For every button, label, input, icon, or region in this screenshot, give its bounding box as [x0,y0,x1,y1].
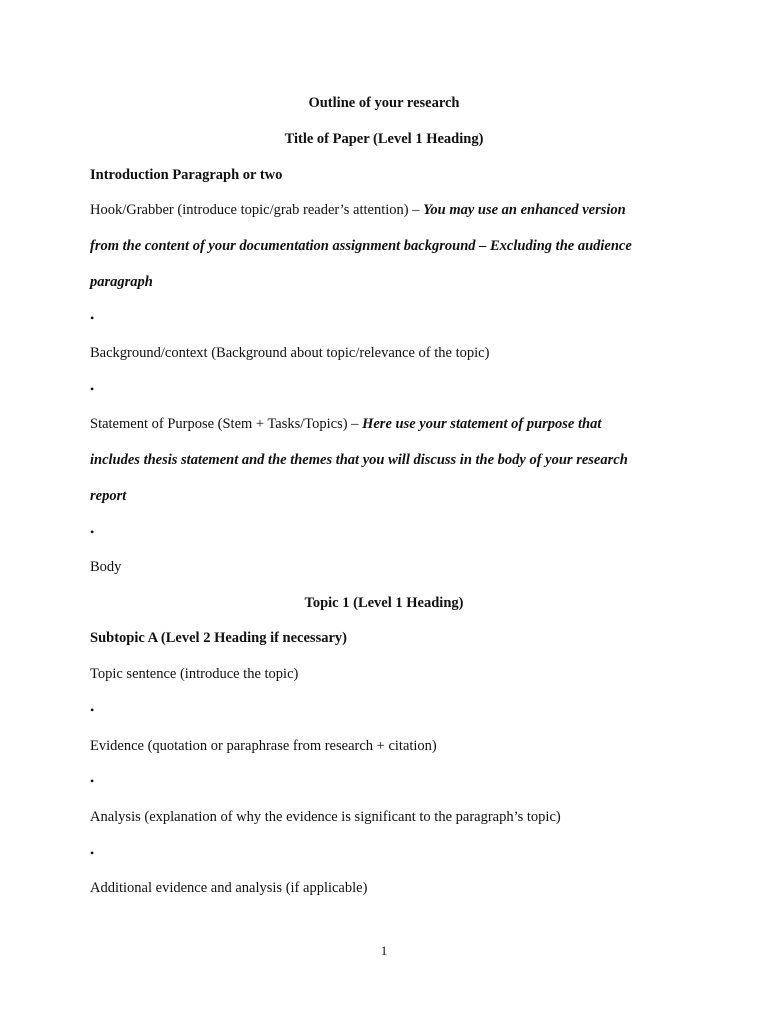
hook-text: Hook/Grabber (introduce topic/grab reader’s attention) – [90,202,424,218]
introduction-heading: Introduction Paragraph or two [90,167,283,183]
outline-title: Outline of your research [308,95,460,111]
analysis-line: Analysis (explanation of why the evidence is significant to the paragraph’s topic) [90,809,561,825]
topic-sentence: Topic sentence (introduce the topic) [90,666,299,682]
background-line: Background/context (Background about topic/relevance of the topic) [90,345,490,361]
hook-emphasis-2: from the content of your documentation assignment background – Excluding the audience [90,238,632,254]
bullet-4: • [90,703,95,717]
paper-title-heading: Title of Paper (Level 1 Heading) [284,131,484,147]
subtopic-heading: Subtopic A (Level 2 Heading if necessary) [90,630,347,646]
topic-heading: Topic 1 (Level 1 Heading) [304,595,464,611]
purpose-emphasis-1: Here use your statement of purpose that [362,416,602,432]
purpose-line [90,415,680,433]
bullet-5: • [90,774,95,788]
hook-emphasis-1: You may use an enhanced version [423,202,626,218]
body-label: Body [90,559,122,575]
bullet-2: • [90,382,95,396]
bullet-6: • [90,846,95,860]
purpose-text: Statement of Purpose (Stem + Tasks/Topics) – [90,416,363,432]
bullet-1: • [90,311,95,325]
additional-evidence-line: Additional evidence and analysis (if applicable) [90,880,368,896]
purpose-emphasis-3: report [90,488,127,504]
hook-line [90,201,680,219]
purpose-emphasis-2: includes thesis statement and the themes that you will discuss in the body of your research [90,452,628,468]
page-number: 1 [380,943,388,958]
hook-emphasis-3: paragraph [90,274,153,290]
bullet-3: • [90,525,95,539]
evidence-line: Evidence (quotation or paraphrase from research + citation) [90,738,437,754]
